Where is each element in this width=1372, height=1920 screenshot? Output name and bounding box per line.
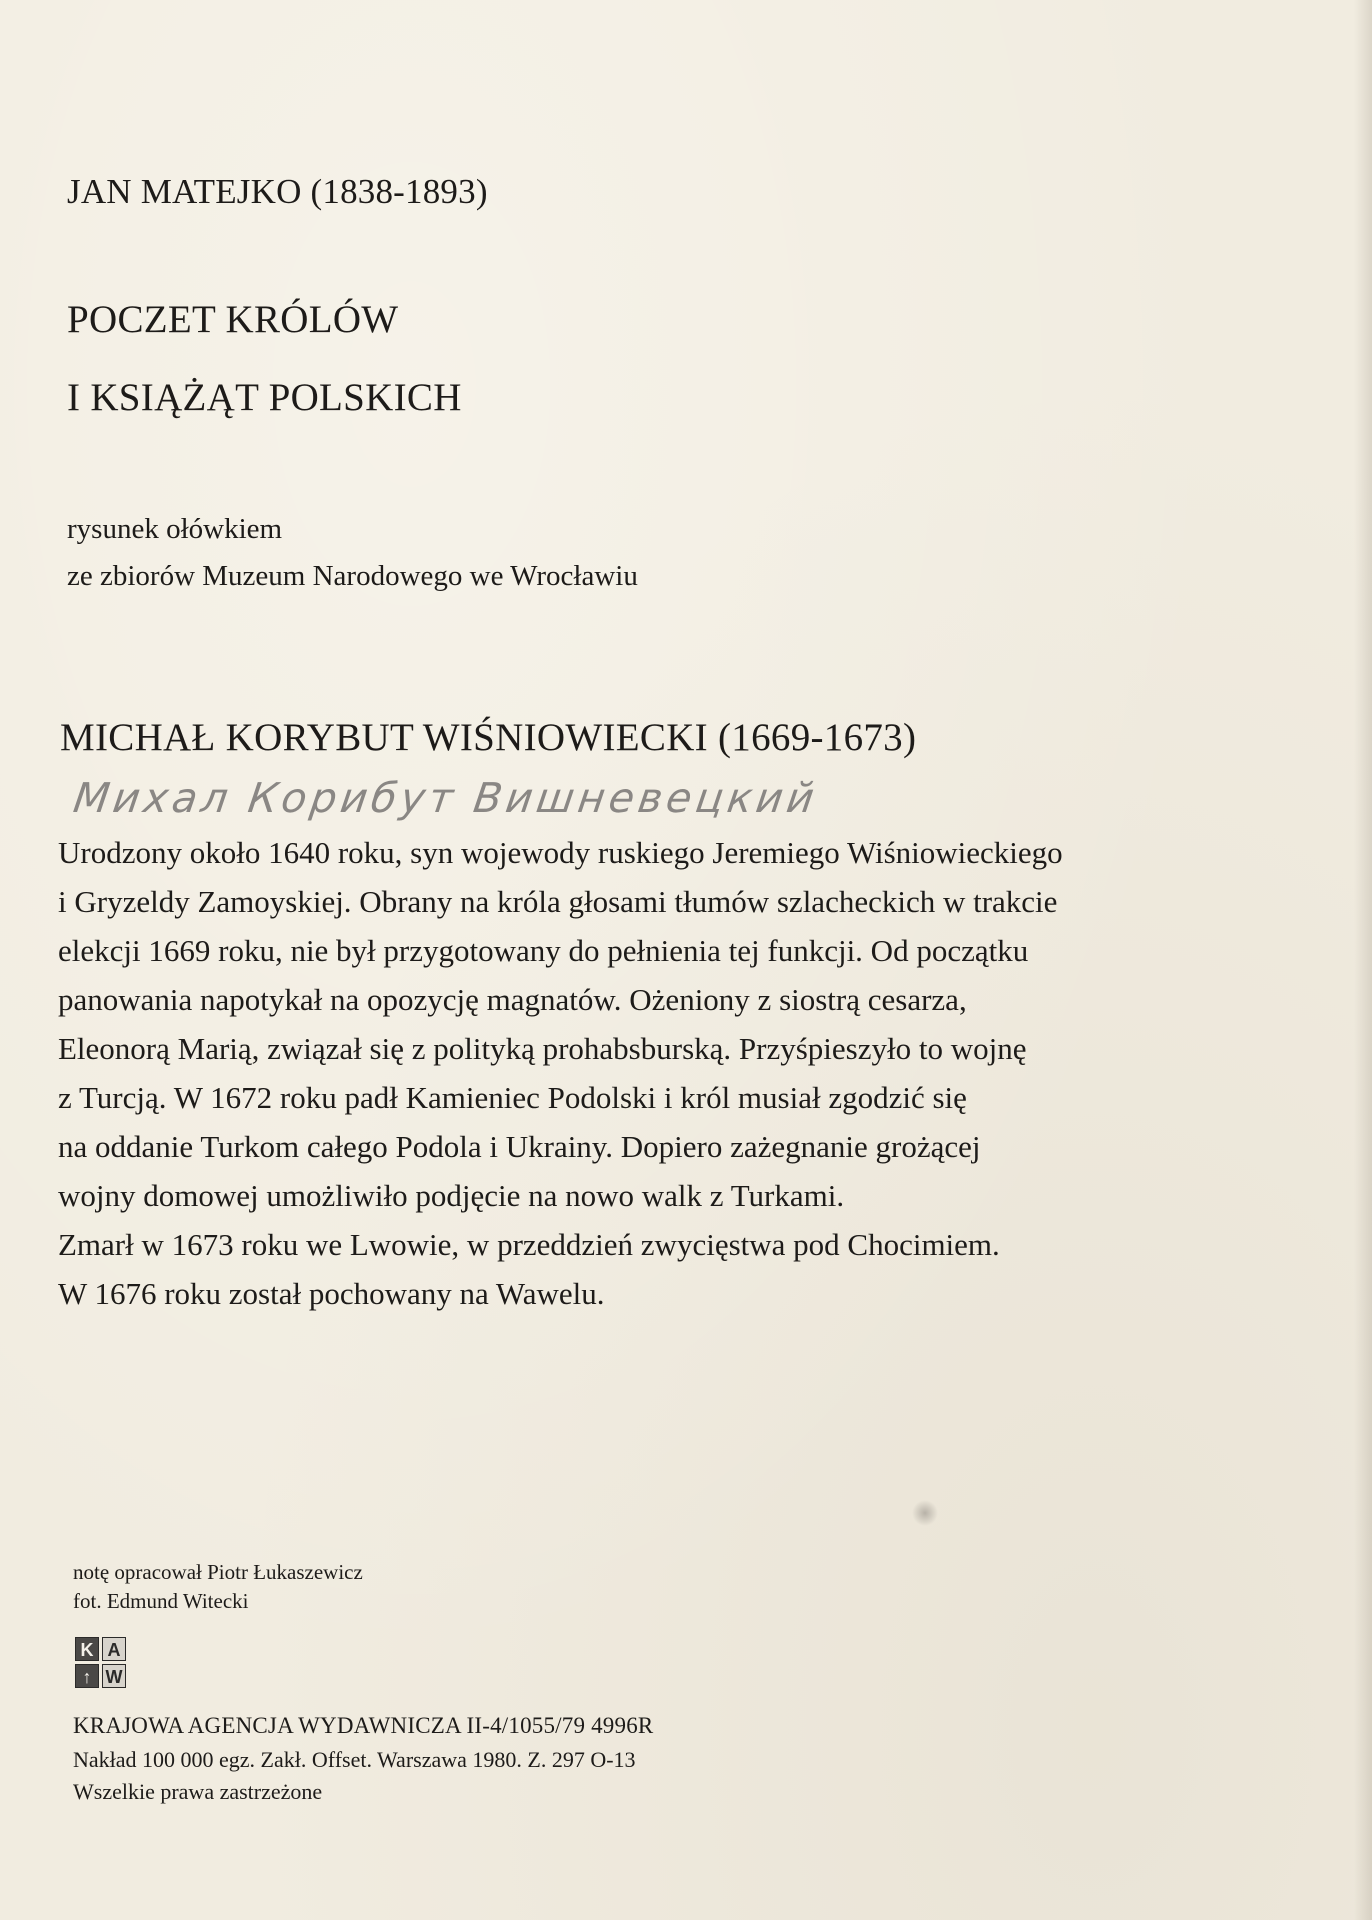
imprint-rights: Wszelkie prawa zastrzeżone <box>73 1779 323 1804</box>
logo-cell: K <box>75 1637 99 1661</box>
entry-title: MICHAŁ KORYBUT WIŚNIOWIECKI (1669-1673) <box>60 716 917 759</box>
biography-line: panowania napotykał na opozycję magnatów. Ożeniony z siostrą cesarza, <box>58 982 967 1017</box>
imprint-publisher: KRAJOWA AGENCJA WYDAWNICZA II-4/1055/79 4996R <box>73 1713 654 1738</box>
biography-line: i Gryzeldy Zamoyskiej. Obrany na króla głosami tłumów szlacheckich w trakcie <box>58 884 1058 919</box>
biography-line: elekcji 1669 roku, nie był przygotowany do pełnienia tej funkcji. Od początku <box>58 933 1029 968</box>
imprint-print-run: Nakład 100 000 egz. Zakł. Offset. Warszawa 1980. Z. 297 O-13 <box>73 1747 636 1772</box>
biography-line: wojny domowej umożliwiło podjęcie na nowo walk z Turkami. <box>58 1178 845 1213</box>
series-title-line-1: POCZET KRÓLÓW <box>67 298 399 341</box>
author-heading: JAN MATEJKO (1838-1893) <box>67 172 488 211</box>
biography-line: Urodzony około 1640 roku, syn wojewody ruskiego Jeremiego Wiśniowieckiego <box>58 835 1063 870</box>
biography-line: Zmarł w 1673 roku we Lwowie, w przeddzień zwycięstwa pod Chocimiem. <box>58 1227 1000 1262</box>
photo-credit: fot. Edmund Witecki <box>73 1589 249 1613</box>
handwritten-annotation: Михал Корибут Вишневецкий <box>70 774 822 822</box>
biography-line: z Turcją. W 1672 roku padł Kamieniec Podolski i król musiał zgodzić się <box>58 1080 967 1115</box>
page-edge-shadow <box>1354 0 1372 1920</box>
publisher-logo <box>75 1637 127 1689</box>
series-title-line-2: I KSIĄŻĄT POLSKICH <box>67 376 462 419</box>
description-line-1: rysunek ołówkiem <box>67 513 283 545</box>
logo-cell: W <box>102 1664 126 1688</box>
note-author-credit: notę opracował Piotr Łukaszewicz <box>73 1560 363 1584</box>
description-line-2: ze zbiorów Muzeum Narodowego we Wrocławiu <box>67 560 638 592</box>
biography-line: Eleonorą Marią, związał się z polityką prohabsburską. Przyśpieszyło to wojnę <box>58 1031 1027 1066</box>
biography-line: W 1676 roku został pochowany na Wawelu. <box>58 1276 605 1311</box>
logo-cell: A <box>102 1637 126 1661</box>
biography-line: na oddanie Turkom całego Podola i Ukrainy. Dopiero zażegnanie grożącej <box>58 1129 981 1164</box>
paper-speck <box>912 1500 938 1526</box>
biography-text <box>58 828 1208 1318</box>
logo-cell: ↑ <box>75 1664 99 1688</box>
